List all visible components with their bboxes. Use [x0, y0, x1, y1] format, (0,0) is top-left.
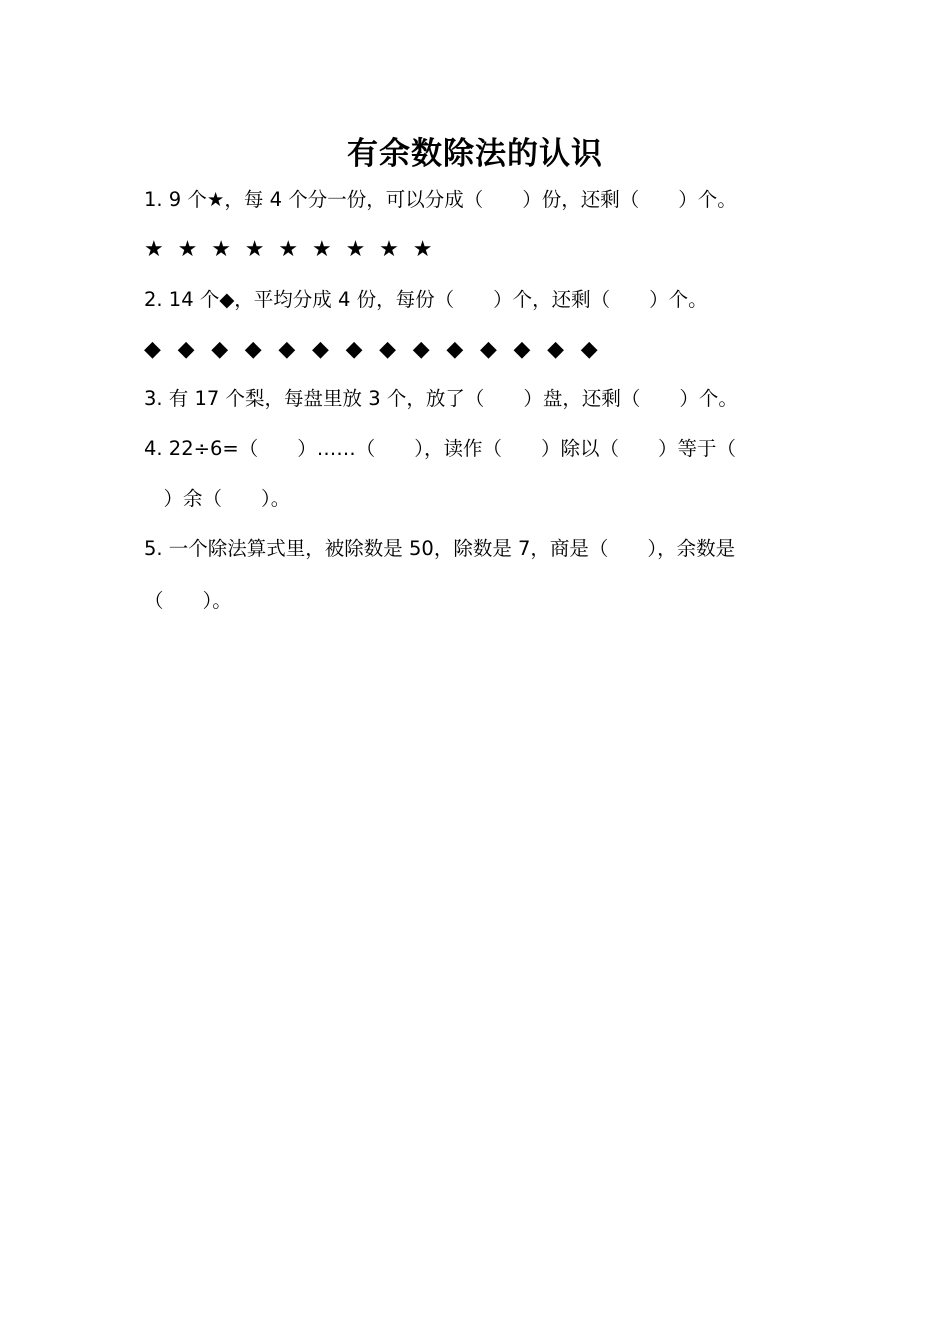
- star-row: [144, 236, 446, 264]
- diamond-icon: ◆: [244, 337, 262, 362]
- page-title: 有余数除法的认识: [347, 136, 603, 172]
- question-2: 2. 14 个◆，平均分成 4 份，每份（ ）个，还剩（ ）个。: [144, 288, 708, 311]
- question-3: 3. 有 17 个梨，每盘里放 3 个，放了（ ）盘，还剩（ ）个。: [144, 387, 738, 410]
- diamond-icon: ◆: [513, 337, 531, 362]
- star-icon: ★: [144, 237, 164, 262]
- star-icon: ★: [379, 237, 399, 262]
- star-icon: ★: [211, 237, 231, 262]
- diamond-icon: ◆: [547, 337, 565, 362]
- star-icon: ★: [244, 237, 265, 262]
- diamond-icon: ◆: [379, 337, 397, 362]
- star-icon: ★: [345, 237, 366, 262]
- question-4-line-2: ）余（ ）。: [144, 487, 291, 510]
- star-icon: ★: [177, 237, 198, 262]
- diamond-icon: ◆: [278, 337, 296, 362]
- question-5-line-1: 5. 一个除法算式里，被除数是 50，除数是 7，商是（ ），余数是: [144, 537, 736, 560]
- question-4-line-1: 4. 22÷6=（ ）……（ ），读作（ ）除以（ ）等于（: [144, 437, 736, 460]
- diamond-icon: ◆: [580, 337, 598, 362]
- diamond-icon: ◆: [446, 337, 464, 362]
- question-5-line-2: （ ）。: [144, 589, 232, 612]
- star-icon: ★: [278, 237, 299, 262]
- diamond-icon: ◆: [412, 337, 430, 362]
- diamond-icon: ◆: [345, 337, 363, 362]
- diamond-row: [144, 336, 614, 364]
- question-1: 1. 9 个★，每 4 个分一份，可以分成（ ）份，还剩（ ）个。: [144, 188, 737, 211]
- diamond-icon: ◆: [144, 337, 161, 362]
- diamond-icon: ◆: [211, 337, 229, 362]
- star-icon: ★: [412, 237, 433, 262]
- diamond-icon: ◆: [479, 337, 497, 362]
- diamond-icon: ◆: [177, 337, 195, 362]
- diamond-icon: ◆: [311, 337, 329, 362]
- star-icon: ★: [311, 237, 332, 262]
